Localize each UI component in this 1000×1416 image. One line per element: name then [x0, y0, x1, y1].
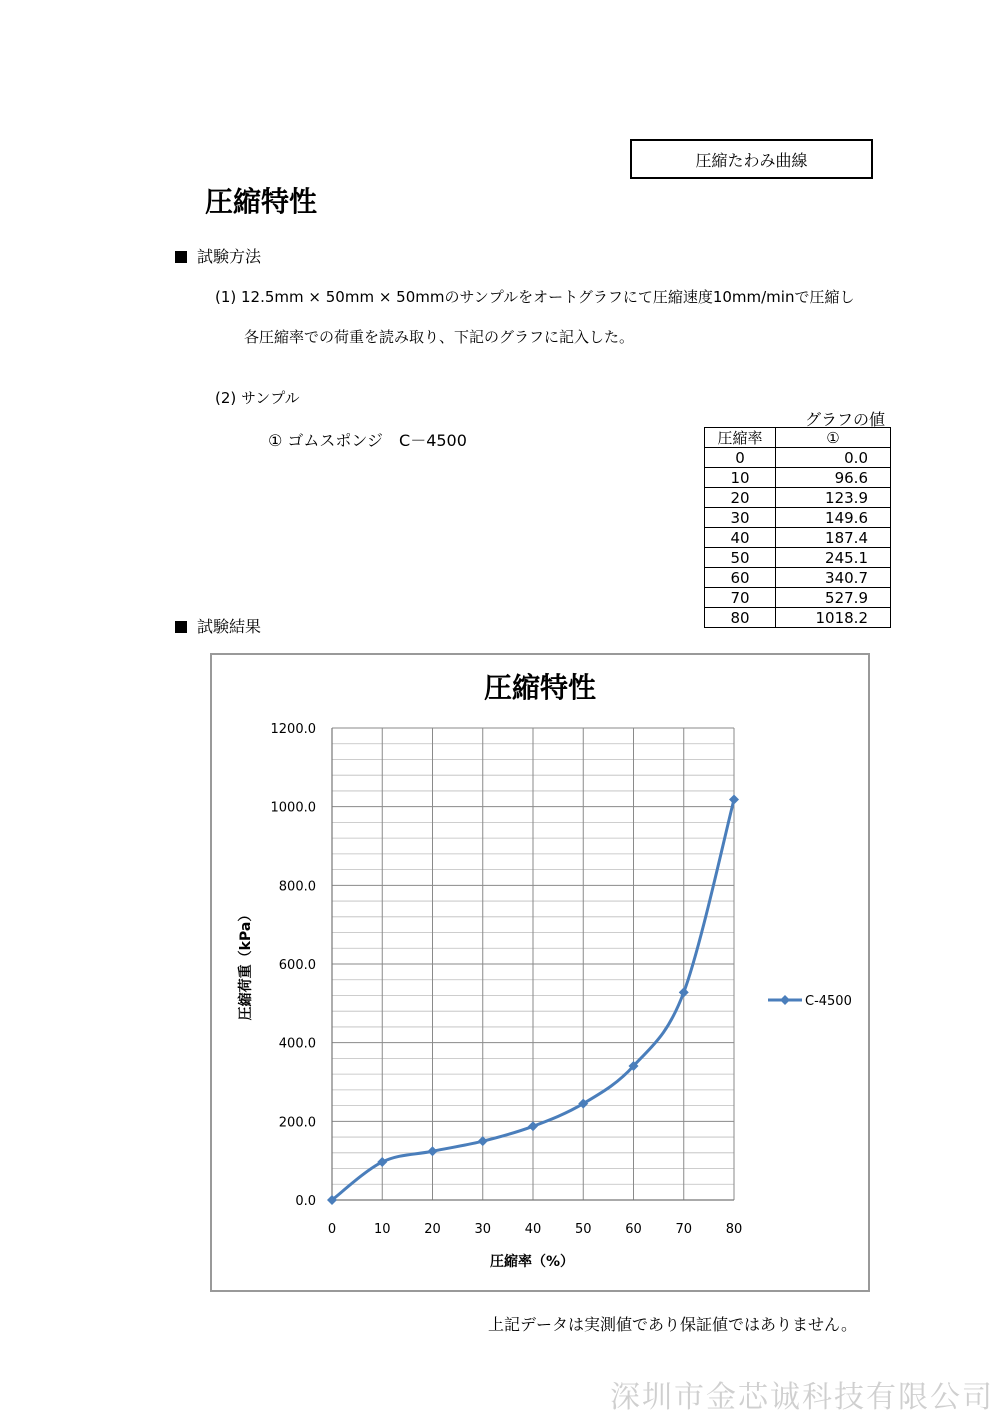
table-header-row: [705, 428, 891, 448]
table-row: [705, 508, 891, 528]
table-cell-rate: 20: [705, 488, 776, 508]
square-bullet-icon: [175, 251, 187, 263]
data-point-marker: [729, 795, 739, 805]
table-cell-value: 0.0: [776, 448, 891, 468]
x-tick-label: 0: [327, 1222, 337, 1237]
table-cell-value: 527.9: [776, 588, 891, 608]
table-cell-rate: 30: [705, 508, 776, 528]
table-cell-rate: 50: [705, 548, 776, 568]
table-row: [705, 528, 891, 548]
table-cell-value: 340.7: [776, 568, 891, 588]
chart-title: 圧縮特性: [483, 671, 597, 704]
table-row: [705, 448, 891, 468]
y-tick-label: 400.0: [278, 1036, 316, 1052]
table-cell-rate: 60: [705, 568, 776, 588]
sample-item: ① ゴムスポンジ C－4500: [268, 431, 467, 450]
y-tick-label: 600.0: [278, 958, 316, 973]
y-tick-label: 1000.0: [270, 800, 316, 816]
x-axis-label: 圧縮率（%）: [489, 1254, 575, 1270]
x-tick-label: 80: [725, 1222, 743, 1237]
legend-label: C-4500: [805, 994, 852, 1009]
y-tick-label: 0.0: [295, 1194, 316, 1209]
chart-svg: [212, 655, 868, 1290]
chart-frame: [210, 653, 870, 1292]
table-cell-value: 1018.2: [776, 608, 891, 628]
table-cell-rate: 70: [705, 588, 776, 608]
table-cell-value: 187.4: [776, 528, 891, 548]
table-header-cell: 圧縮率: [705, 428, 776, 448]
table-row: [705, 548, 891, 568]
y-tick-label: 200.0: [278, 1115, 316, 1131]
table-header-cell: ①: [776, 428, 891, 448]
y-tick-label: 1200.0: [270, 722, 316, 737]
table-row: [705, 588, 891, 608]
table-cell-value: 96.6: [776, 468, 891, 488]
sample-heading: (2) サンプル: [215, 389, 300, 407]
table-cell-value: 123.9: [776, 488, 891, 508]
x-tick-label: 40: [524, 1222, 542, 1237]
x-tick-label: 10: [373, 1222, 391, 1237]
disclaimer-note: 上記データは実測値であり保証値ではありません。: [488, 1315, 857, 1334]
data-point-marker: [478, 1136, 488, 1146]
x-tick-label: 30: [474, 1222, 492, 1237]
data-point-marker: [428, 1146, 438, 1156]
method-line-1: (1) 12.5mm × 50mm × 50mmのサンプルをオートグラフにて圧縮速度10mm/minで圧縮し: [215, 288, 855, 306]
table-title: グラフの値: [805, 410, 886, 429]
table-row: [705, 488, 891, 508]
square-bullet-icon: [175, 621, 187, 633]
x-tick-label: 20: [424, 1222, 441, 1237]
section-result-label: 試験結果: [197, 617, 262, 636]
x-tick-label: 50: [574, 1222, 592, 1237]
table-cell-value: 245.1: [776, 548, 891, 568]
table-cell-value: 149.6: [776, 508, 891, 528]
values-table: [704, 427, 891, 628]
section-method: [175, 244, 261, 267]
table-cell-rate: 0: [705, 448, 776, 468]
section-method-label: 試験方法: [197, 247, 262, 266]
method-line-2: 各圧縮率での荷重を読み取り、下記のグラフに記入した。: [244, 328, 635, 346]
table-cell-rate: 80: [705, 608, 776, 628]
y-axis-label: 圧縮荷重（kPa）: [238, 907, 254, 1021]
watermark: 深圳市金芯诚科技有限公司: [610, 1380, 994, 1415]
y-tick-label: 800.0: [278, 879, 316, 895]
table-cell-rate: 40: [705, 528, 776, 548]
table-cell-rate: 10: [705, 468, 776, 488]
x-tick-label: 60: [625, 1222, 642, 1237]
x-tick-label: 70: [675, 1222, 693, 1237]
data-point-marker: [528, 1121, 538, 1131]
header-box-label: 圧縮たわみ曲線: [695, 150, 808, 170]
header-box: [630, 139, 873, 179]
table-row: [705, 568, 891, 588]
legend-marker: [780, 995, 790, 1005]
table-row: [705, 608, 891, 628]
section-result: [175, 614, 261, 637]
table-row: [705, 468, 891, 488]
page-title: 圧縮特性: [205, 185, 318, 218]
